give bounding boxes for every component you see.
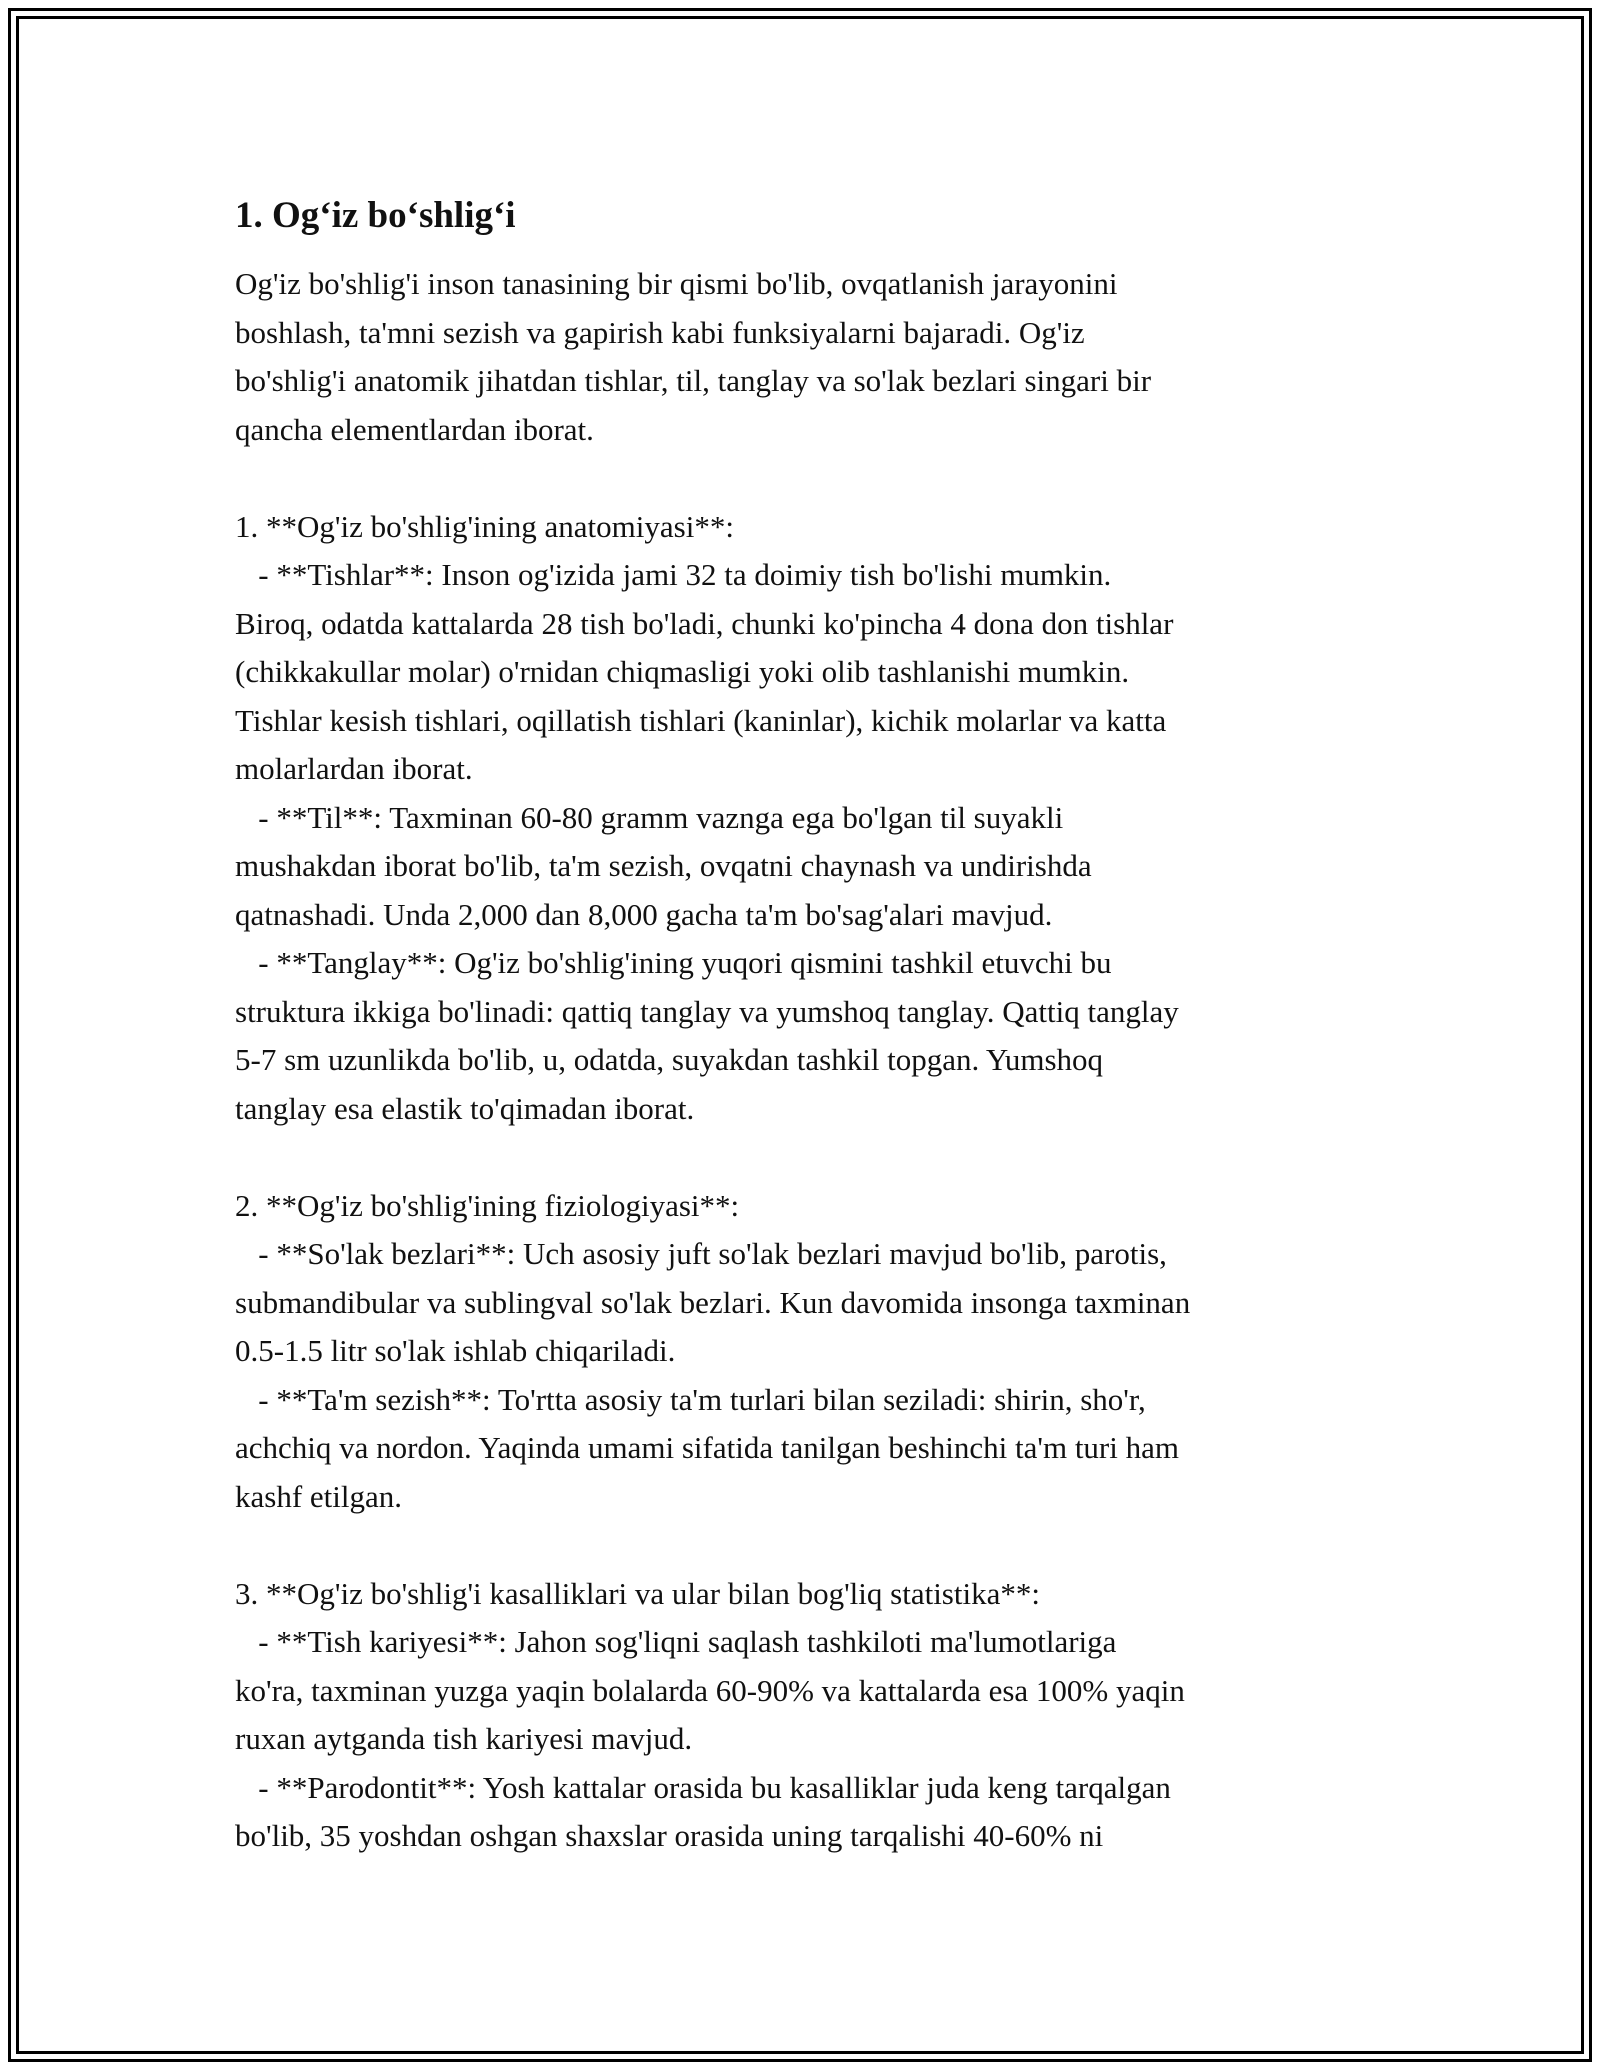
blank-line	[235, 1133, 1375, 1182]
text-line: ko'ra, taxminan yuzga yaqin bolalarda 60-90% va kattalarda esa 100% yaqin	[235, 1672, 1185, 1708]
text-line: - **Til**: Taxminan 60-80 gramm vaznga ega bo'lgan til suyakli	[235, 799, 1064, 835]
text-line: 3. **Og'iz bo'shlig'i kasalliklari va ular bilan bog'liq statistika**:	[235, 1575, 1040, 1611]
text-line: achchiq va nordon. Yaqinda umami sifatida tanilgan beshinchi ta'm turi ham	[235, 1430, 1179, 1465]
text-line: bo'lib, 35 yoshdan oshgan shaxslar orasida uning tarqalishi 40-60% ni	[235, 1818, 1104, 1853]
text-line: boshlash, ta'mni sezish va gapirish kabi funksiyalarni bajaradi. Og'iz	[235, 314, 1085, 350]
text-line: ruxan aytganda tish kariyesi mavjud.	[235, 1721, 693, 1756]
text-line: - **Tanglay**: Og'iz bo'shlig'ining yuqori qismini tashkil etuvchi bu	[235, 945, 1112, 980]
text-line: (chikkakullar molar) o'rnidan chiqmasligi yoki olib tashlanishi mumkin.	[235, 654, 1130, 689]
text-line: - **Parodontit**: Yosh kattalar orasida bu kasalliklar juda keng tarqalgan	[235, 1769, 1171, 1805]
blank-line	[235, 1521, 1375, 1570]
text-line: 0.5-1.5 litr so'lak ishlab chiqariladi.	[235, 1333, 676, 1368]
text-line: 5-7 sm uzunlikda bo'lib, u, odatda, suyakdan tashkil topgan. Yumshoq	[235, 1042, 1104, 1077]
text-line: submandibular va sublingval so'lak bezlari. Kun davomida insonga taxminan	[235, 1284, 1191, 1320]
text-line: - **Tish kariyesi**: Jahon sog'liqni saqlash tashkiloti ma'lumotlariga	[235, 1624, 1117, 1659]
text-line: Biroq, odatda kattalarda 28 tish bo'ladi, chunki ko'pincha 4 dona don tishlar	[235, 605, 1174, 641]
document-body	[235, 190, 1375, 1861]
text-line: Tishlar kesish tishlari, oqillatish tishlari (kaninlar), kichik molarlar va katta	[235, 702, 1167, 738]
text-line: bo'shlig'i anatomik jihatdan tishlar, til, tanglay va so'lak bezlari singari bir	[235, 363, 1152, 398]
text-line: tanglay esa elastik to'qimadan iborat.	[235, 1090, 695, 1126]
text-line: struktura ikkiga bo'linadi: qattiq tanglay va yumshoq tanglay. Qattiq tanglay	[235, 993, 1179, 1029]
text-line: - **Ta'm sezish**: To'rtta asosiy ta'm turlari bilan seziladi: shirin, sho'r,	[235, 1381, 1146, 1417]
text-line: molarlardan iborat.	[235, 751, 473, 786]
text-line: qancha elementlardan iborat.	[235, 411, 594, 447]
text-line: qatnashadi. Unda 2,000 dan 8,000 gacha ta'm bo'sag'alari mavjud.	[235, 896, 1053, 932]
text-line: - **So'lak bezlari**: Uch asosiy juft so'lak bezlari mavjud bo'lib, parotis,	[235, 1236, 1167, 1271]
text-line: mushakdan iborat bo'lib, ta'm sezish, ovqatni chaynash va undirishda	[235, 848, 1092, 883]
text-line: Og'iz bo'shlig'i inson tanasining bir qismi bo'lib, ovqatlanish jarayonini	[235, 266, 1118, 301]
text-line: - **Tishlar**: Inson og'izida jami 32 ta doimiy tish bo'lishi mumkin.	[235, 557, 1112, 592]
section-heading: 1. Og‘iz bo‘shlig‘i	[235, 195, 516, 236]
body-text	[235, 260, 1375, 1861]
blank-line	[235, 454, 1375, 503]
text-line: 2. **Og'iz bo'shlig'ining fiziologiyasi**:	[235, 1187, 740, 1223]
text-line: 1. **Og'iz bo'shlig'ining anatomiyasi**:	[235, 508, 734, 544]
text-line: kashf etilgan.	[235, 1478, 403, 1514]
